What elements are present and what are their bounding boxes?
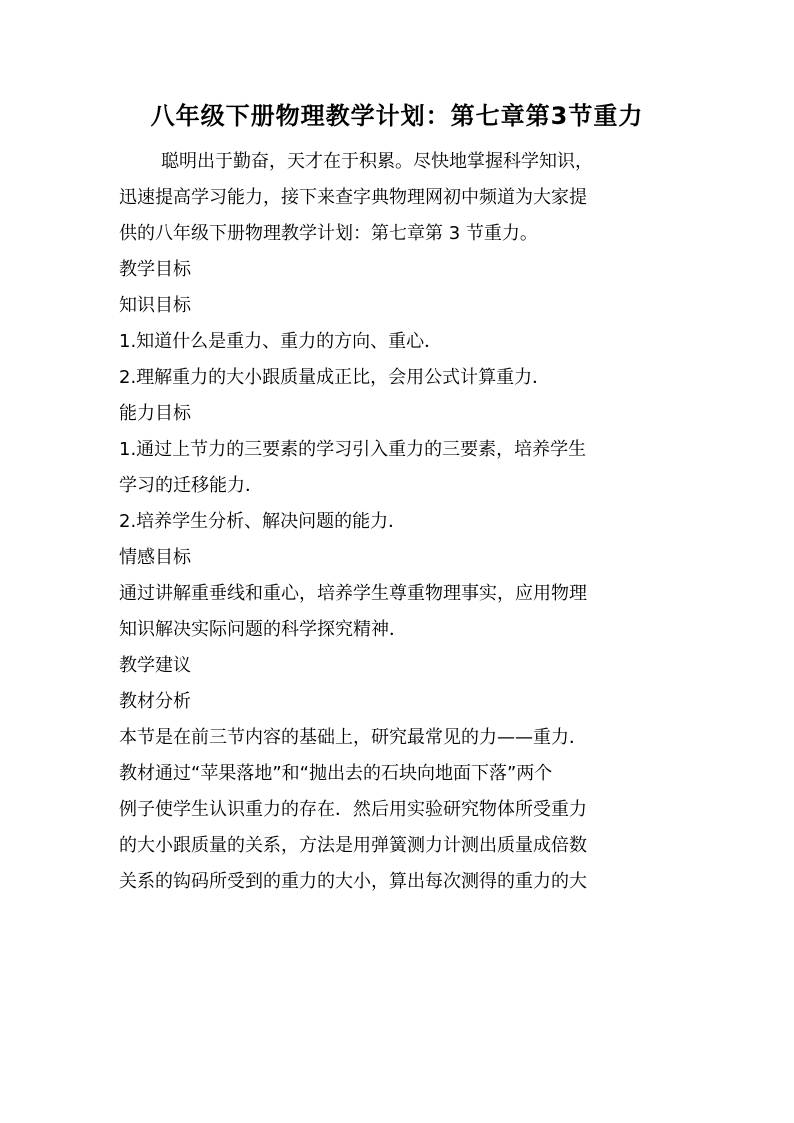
paragraph-line: 例子使学生认识重力的存在．然后用实验研究物体所受重力: [119, 799, 587, 820]
paragraph-line: 聪明出于勤奋，天才在于积累。尽快地掌握科学知识，: [161, 151, 593, 172]
paragraph-line: 知识解决实际问题的科学探究精神．: [119, 619, 407, 640]
section-heading: 教学建议: [119, 655, 191, 676]
section-heading: 教学目标: [119, 259, 191, 280]
list-item-continuation: 学习的迁移能力．: [119, 475, 263, 496]
subsection-heading: 教材分析: [119, 691, 191, 712]
document-title: 八年级下册物理教学计划：第七章第3节重力: [150, 102, 644, 130]
paragraph-line: 迅速提高学习能力，接下来查字典物理网初中频道为大家提: [119, 187, 587, 208]
paragraph-line: 本节是在前三节内容的基础上，研究最常见的力——重力．: [119, 727, 587, 748]
list-item: 2.理解重力的大小跟质量成正比，会用公式计算重力．: [119, 367, 551, 388]
list-item: 2.培养学生分析、解决问题的能力．: [119, 511, 407, 532]
paragraph-line: 教材通过“苹果落地”和“抛出去的石块向地面下落”两个: [119, 763, 553, 784]
document-body: [119, 144, 679, 900]
paragraph-line: 通过讲解重垂线和重心，培养学生尊重物理事实，应用物理: [119, 583, 587, 604]
list-item: 1.通过上节力的三要素的学习引入重力的三要素，培养学生: [119, 439, 587, 460]
subsection-heading: 能力目标: [119, 403, 191, 424]
list-item: 1.知道什么是重力、重力的方向、重心．: [119, 331, 443, 352]
subsection-heading: 知识目标: [119, 295, 191, 316]
paragraph-line: 关系的钩码所受到的重力的大小，算出每次测得的重力的大: [119, 871, 587, 892]
paragraph-line: 的大小跟质量的关系，方法是用弹簧测力计测出质量成倍数: [119, 835, 587, 856]
subsection-heading: 情感目标: [119, 547, 191, 568]
paragraph-line: 供的八年级下册物理教学计划：第七章第 3 节重力。: [119, 223, 538, 244]
